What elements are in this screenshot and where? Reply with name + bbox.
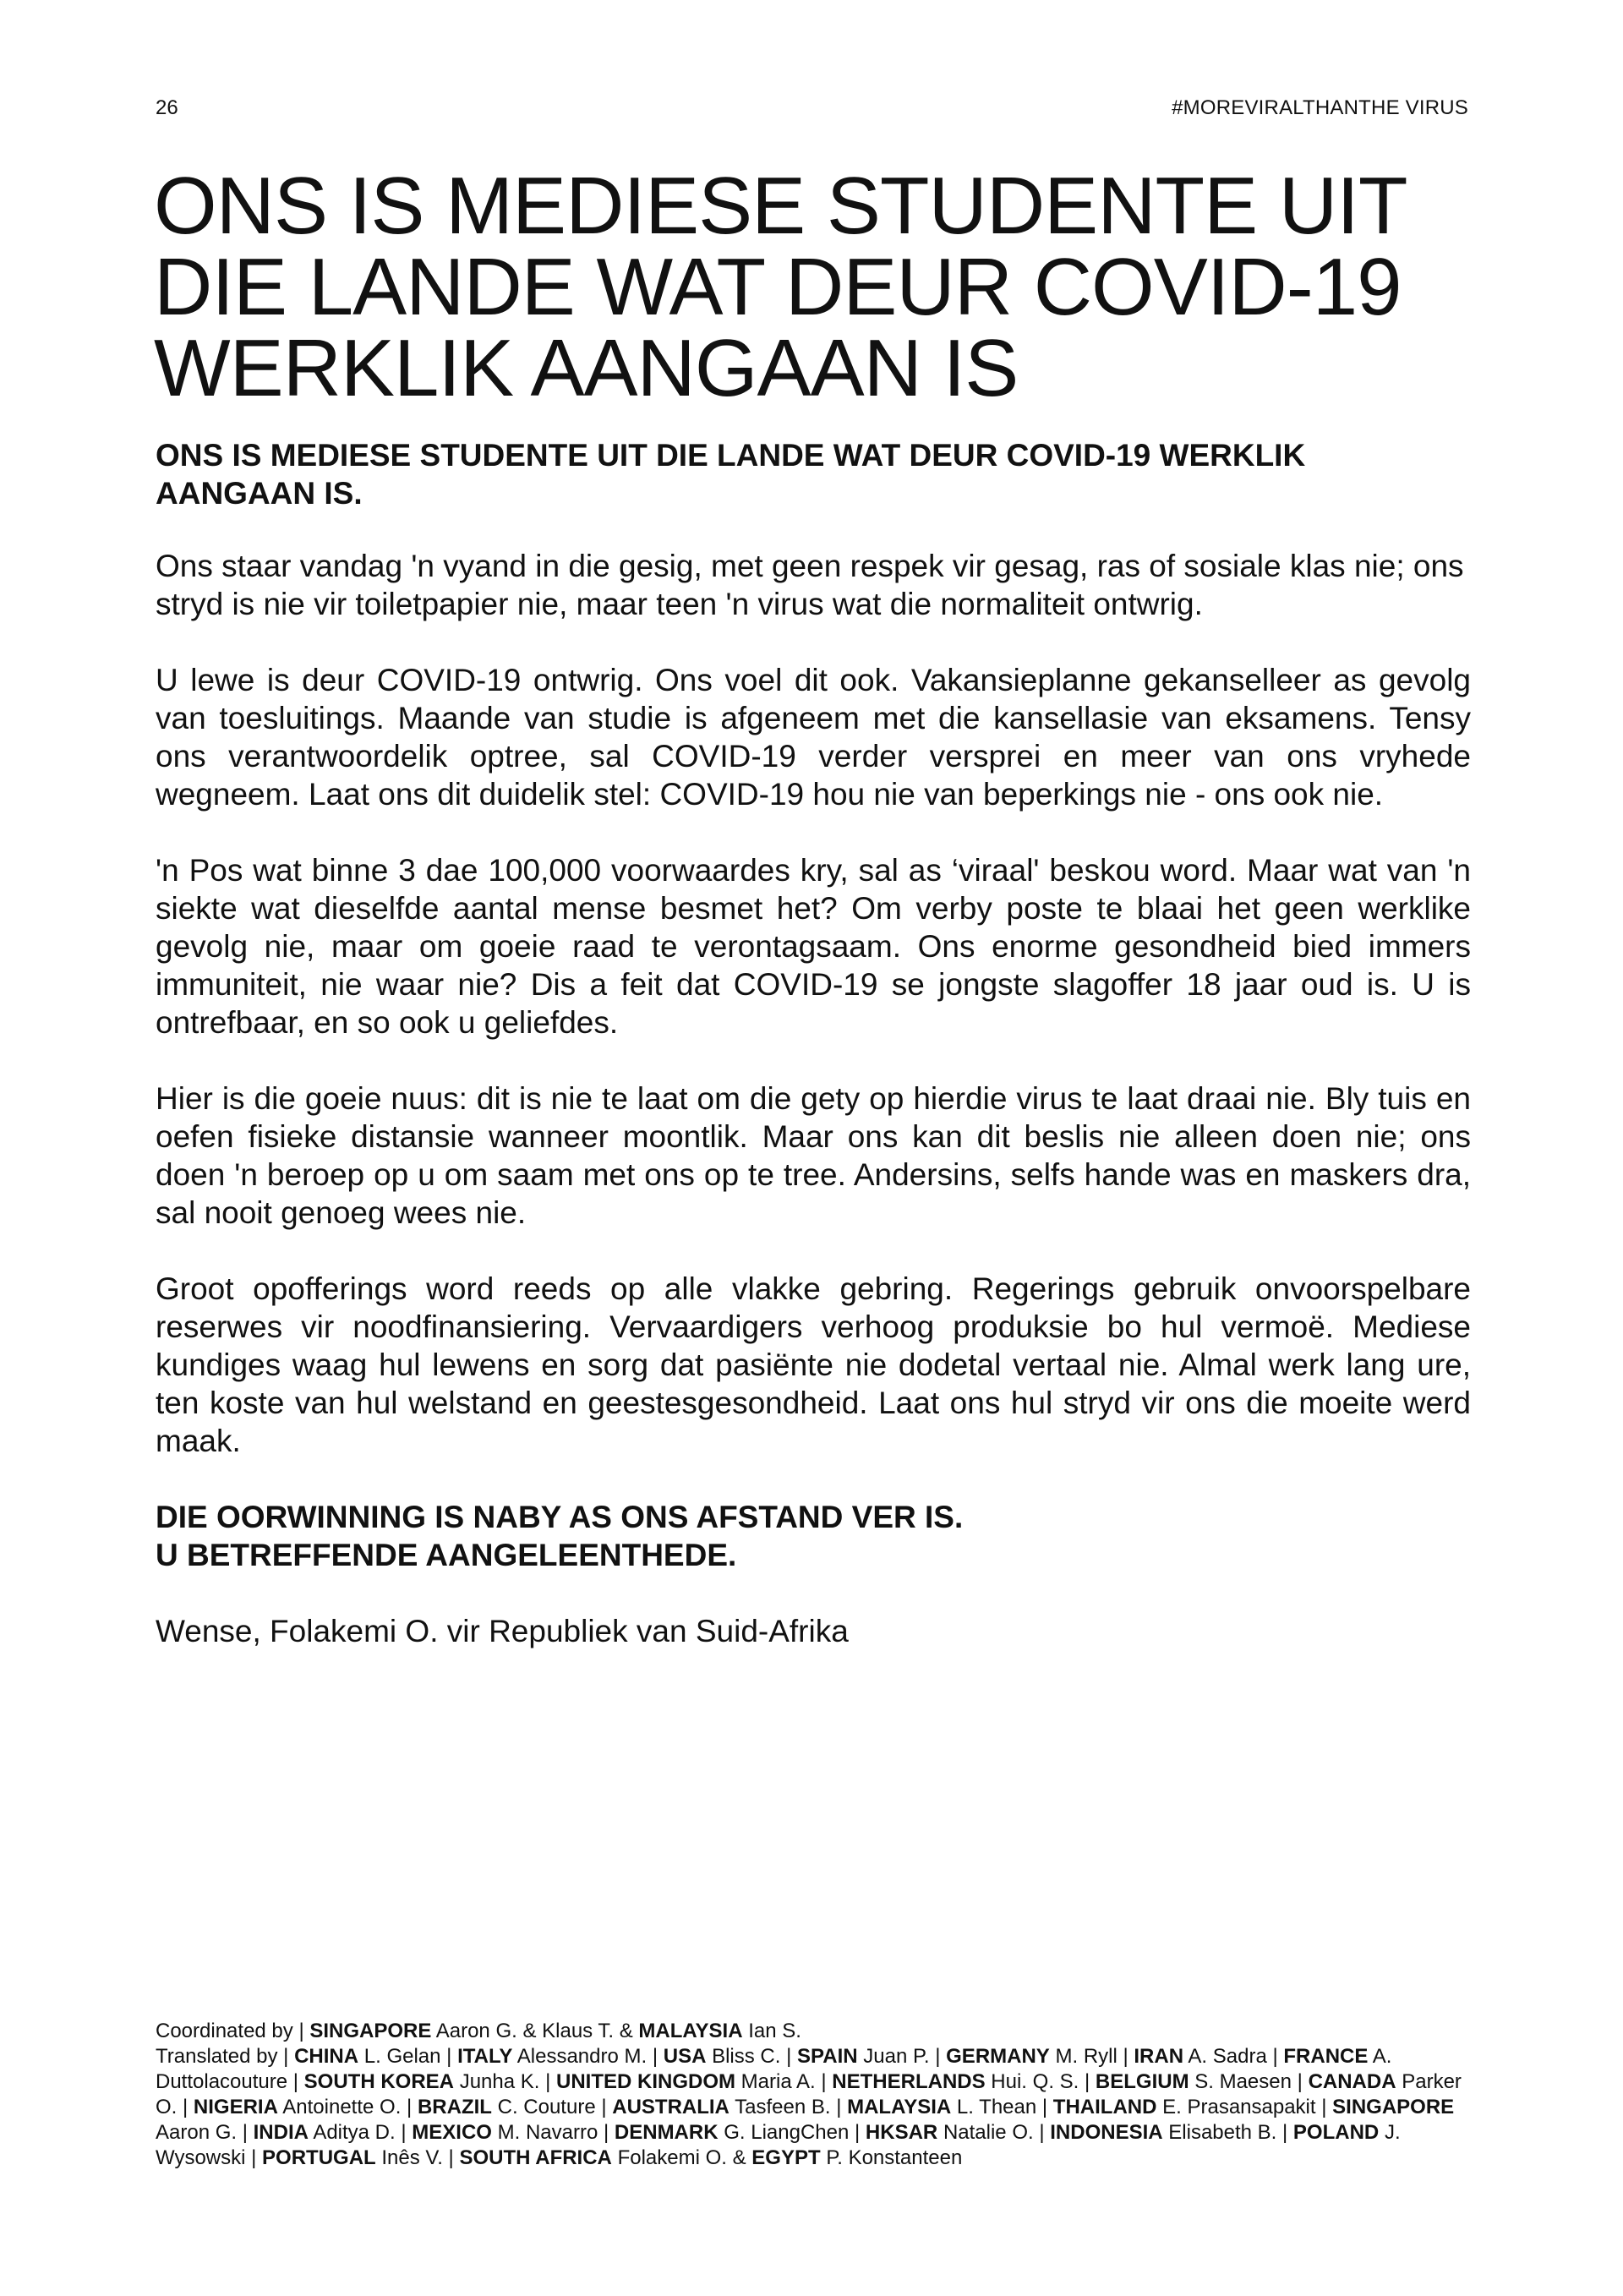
translated-by [156,2044,1471,2171]
paragraph: Ons staar vandag 'n vyand in die gesig, met geen respek vir gesag, ras of sosiale klas nie; ons stryd is nie vir toiletpapier nie, maar teen 'n virus wat die normaliteit ontwrig. [156,549,1464,621]
credit-names: Antoinette O. | [282,2096,413,2118]
credit-names: A. Duttolacouture | [156,2045,1392,2093]
page-title: ONS IS MEDIESE STUDENTE UIT DIE LANDE WAT DEUR COVID-19 WERKLIK AANGAAN IS [154,161,1406,413]
credit-names: Bliss C. | [712,2045,792,2068]
credit-country: PORTUGAL [262,2146,376,2169]
credit-country: POLAND [1292,2121,1380,2144]
credit-names: E. Prasansapakit | [1162,2096,1327,2118]
credit-country: CANADA [1308,2070,1396,2093]
credit-names: Alessandro M. | [516,2045,658,2068]
credit-country: HKSAR [865,2121,938,2144]
closing-statement [156,1498,1471,1574]
translated-label: Translated by | [156,2045,289,2068]
credit-names: C. Couture | [497,2096,607,2118]
credit-names: J. Wysowski | [156,2121,1401,2169]
paragraph: U lewe is deur COVID-19 ontwrig. Ons voel dit ook. Vakansieplanne gekanselleer as gevolg van toesluitings. Maande van studie is afgeneem met die kansellasie van eksamens. Tensy ons verantwoordelik optree, sal COVID-19 verder versprei en meer van ons vryhede wegneem. Laat ons dit duidelik stel: COVID-19 hou nie van beperkings nie - ons ook nie. [156,663,1471,812]
credit-names: Ian S. [748,2020,801,2042]
credit-country: MALAYSIA [847,2096,952,2118]
paragraph: Groot opofferings word reeds op alle vlakke gebring. Regerings gebruik onvoorspelbare reserwes vir noodfinansiering. Vervaardigers verhoog produksie bo hul vermoë. Mediese kundiges waag hul lewens en sorg dat pasiënte nie dodetal vertaal nie. Almal werk lang ure, ten koste van hul welstand en geestesgesondheid. Laat ons hul stryd vir ons die moeite werd maak. [156,1271,1471,1458]
credit-country: INDONESIA [1050,2121,1163,2144]
credit-names: Juan P. | [863,2045,941,2068]
credit-names: G. LiangChen | [724,2121,861,2144]
credit-country: UNITED KINGDOM [556,2070,735,2093]
credit-country: IRAN [1134,2045,1184,2068]
closing-line: DIE OORWINNING IS NABY AS ONS AFSTAND VER IS. [156,1500,964,1534]
credit-country: INDIA [253,2121,309,2144]
paragraph: Hier is die goeie nuus: dit is nie te laat om die gety op hierdie virus te laat draai nie. Bly tuis en oefen fisieke distansie wanneer moontlik. Maar ons kan dit beslis nie alleen doen nie; ons doen 'n beroep op u om saam met ons op te tree. Andersins, selfs hande was en maskers dra, sal nooit genoeg wees nie. [156,1081,1471,1230]
credit-country: BELGIUM [1095,2070,1189,2093]
credit-names: Tasfeen B. | [735,2096,842,2118]
credit-names: Natalie O. | [943,2121,1045,2144]
credit-names: Junha K. | [459,2070,551,2093]
credit-names: Maria A. | [740,2070,827,2093]
credit-names: M. Navarro | [497,2121,609,2144]
credit-names: Inês V. | [381,2146,454,2169]
credit-names: A. Sadra | [1188,2045,1278,2068]
credit-country: NETHERLANDS [832,2070,986,2093]
credit-names: P. Konstanteen [826,2146,963,2169]
credit-names: Folakemi O. & [617,2146,746,2169]
credit-names: L. Thean | [956,2096,1048,2118]
credit-names: S. Maesen | [1194,2070,1303,2093]
credit-country: CHINA [294,2045,359,2068]
credit-country: EGYPT [751,2146,821,2169]
credit-country: USA [663,2045,707,2068]
credit-country: GERMANY [946,2045,1050,2068]
page-subtitle: ONS IS MEDIESE STUDENTE UIT DIE LANDE WAT DEUR COVID-19 WERKLIK AANGAAN IS. [156,438,1306,511]
credit-country: SINGAPORE [1332,2096,1455,2118]
article-body [156,547,1471,1688]
credit-country: FRANCE [1283,2045,1369,2068]
credit-names: Aaron G. & Klaus T. & [435,2020,633,2042]
credit-country: DENMARK [614,2121,719,2144]
signature: Wense, Folakemi O. vir Republiek van Suid-Afrika [156,1614,849,1648]
credit-names: M. Ryll | [1055,2045,1128,2068]
page-number: 26 [156,96,178,119]
credit-country: SPAIN [797,2045,858,2068]
credit-names: Elisabeth B. | [1168,2121,1288,2144]
credit-names: Parker O. | [156,2070,1462,2118]
credit-names: L. Gelan | [363,2045,452,2068]
credit-country: THAILAND [1052,2096,1157,2118]
credit-country: MALAYSIA [638,2020,743,2042]
credit-country: SOUTH AFRICA [459,2146,612,2169]
credit-names: Aditya D. | [313,2121,407,2144]
credit-country: SINGAPORE [309,2020,432,2042]
credit-country: MEXICO [412,2121,492,2144]
page-hashtag: #MOREVIRALTHANTHE VIRUS [1172,96,1468,119]
credit-country: ITALY [457,2045,513,2068]
credit-names: Hui. Q. S. | [991,2070,1090,2093]
coordinated-label: Coordinated by | [156,2020,304,2042]
credit-country: BRAZIL [417,2096,492,2118]
credit-names: Aaron G. | [156,2121,248,2144]
credit-country: AUSTRALIA [612,2096,730,2118]
credit-country: SOUTH KOREA [303,2070,455,2093]
coordinated-by [156,2019,1471,2044]
credits [156,2019,1471,2171]
credit-country: NIGERIA [193,2096,278,2118]
paragraph: 'n Pos wat binne 3 dae 100,000 voorwaardes kry, sal as ‘viraal' beskou word. Maar wat van 'n siekte wat dieselfde aantal mense besmet het? Om verby poste te blaai het geen werklike gevolg nie, maar om goeie raad te verontagsaam. Ons enorme gesondheid bied immers immuniteit, nie waar nie? Dis a feit dat COVID-19 se jongste slagoffer 18 jaar oud is. U is ontrefbaar, en so ook u geliefdes. [156,853,1471,1040]
closing-line: U BETREFFENDE AANGELEENTHEDE. [156,1538,737,1572]
